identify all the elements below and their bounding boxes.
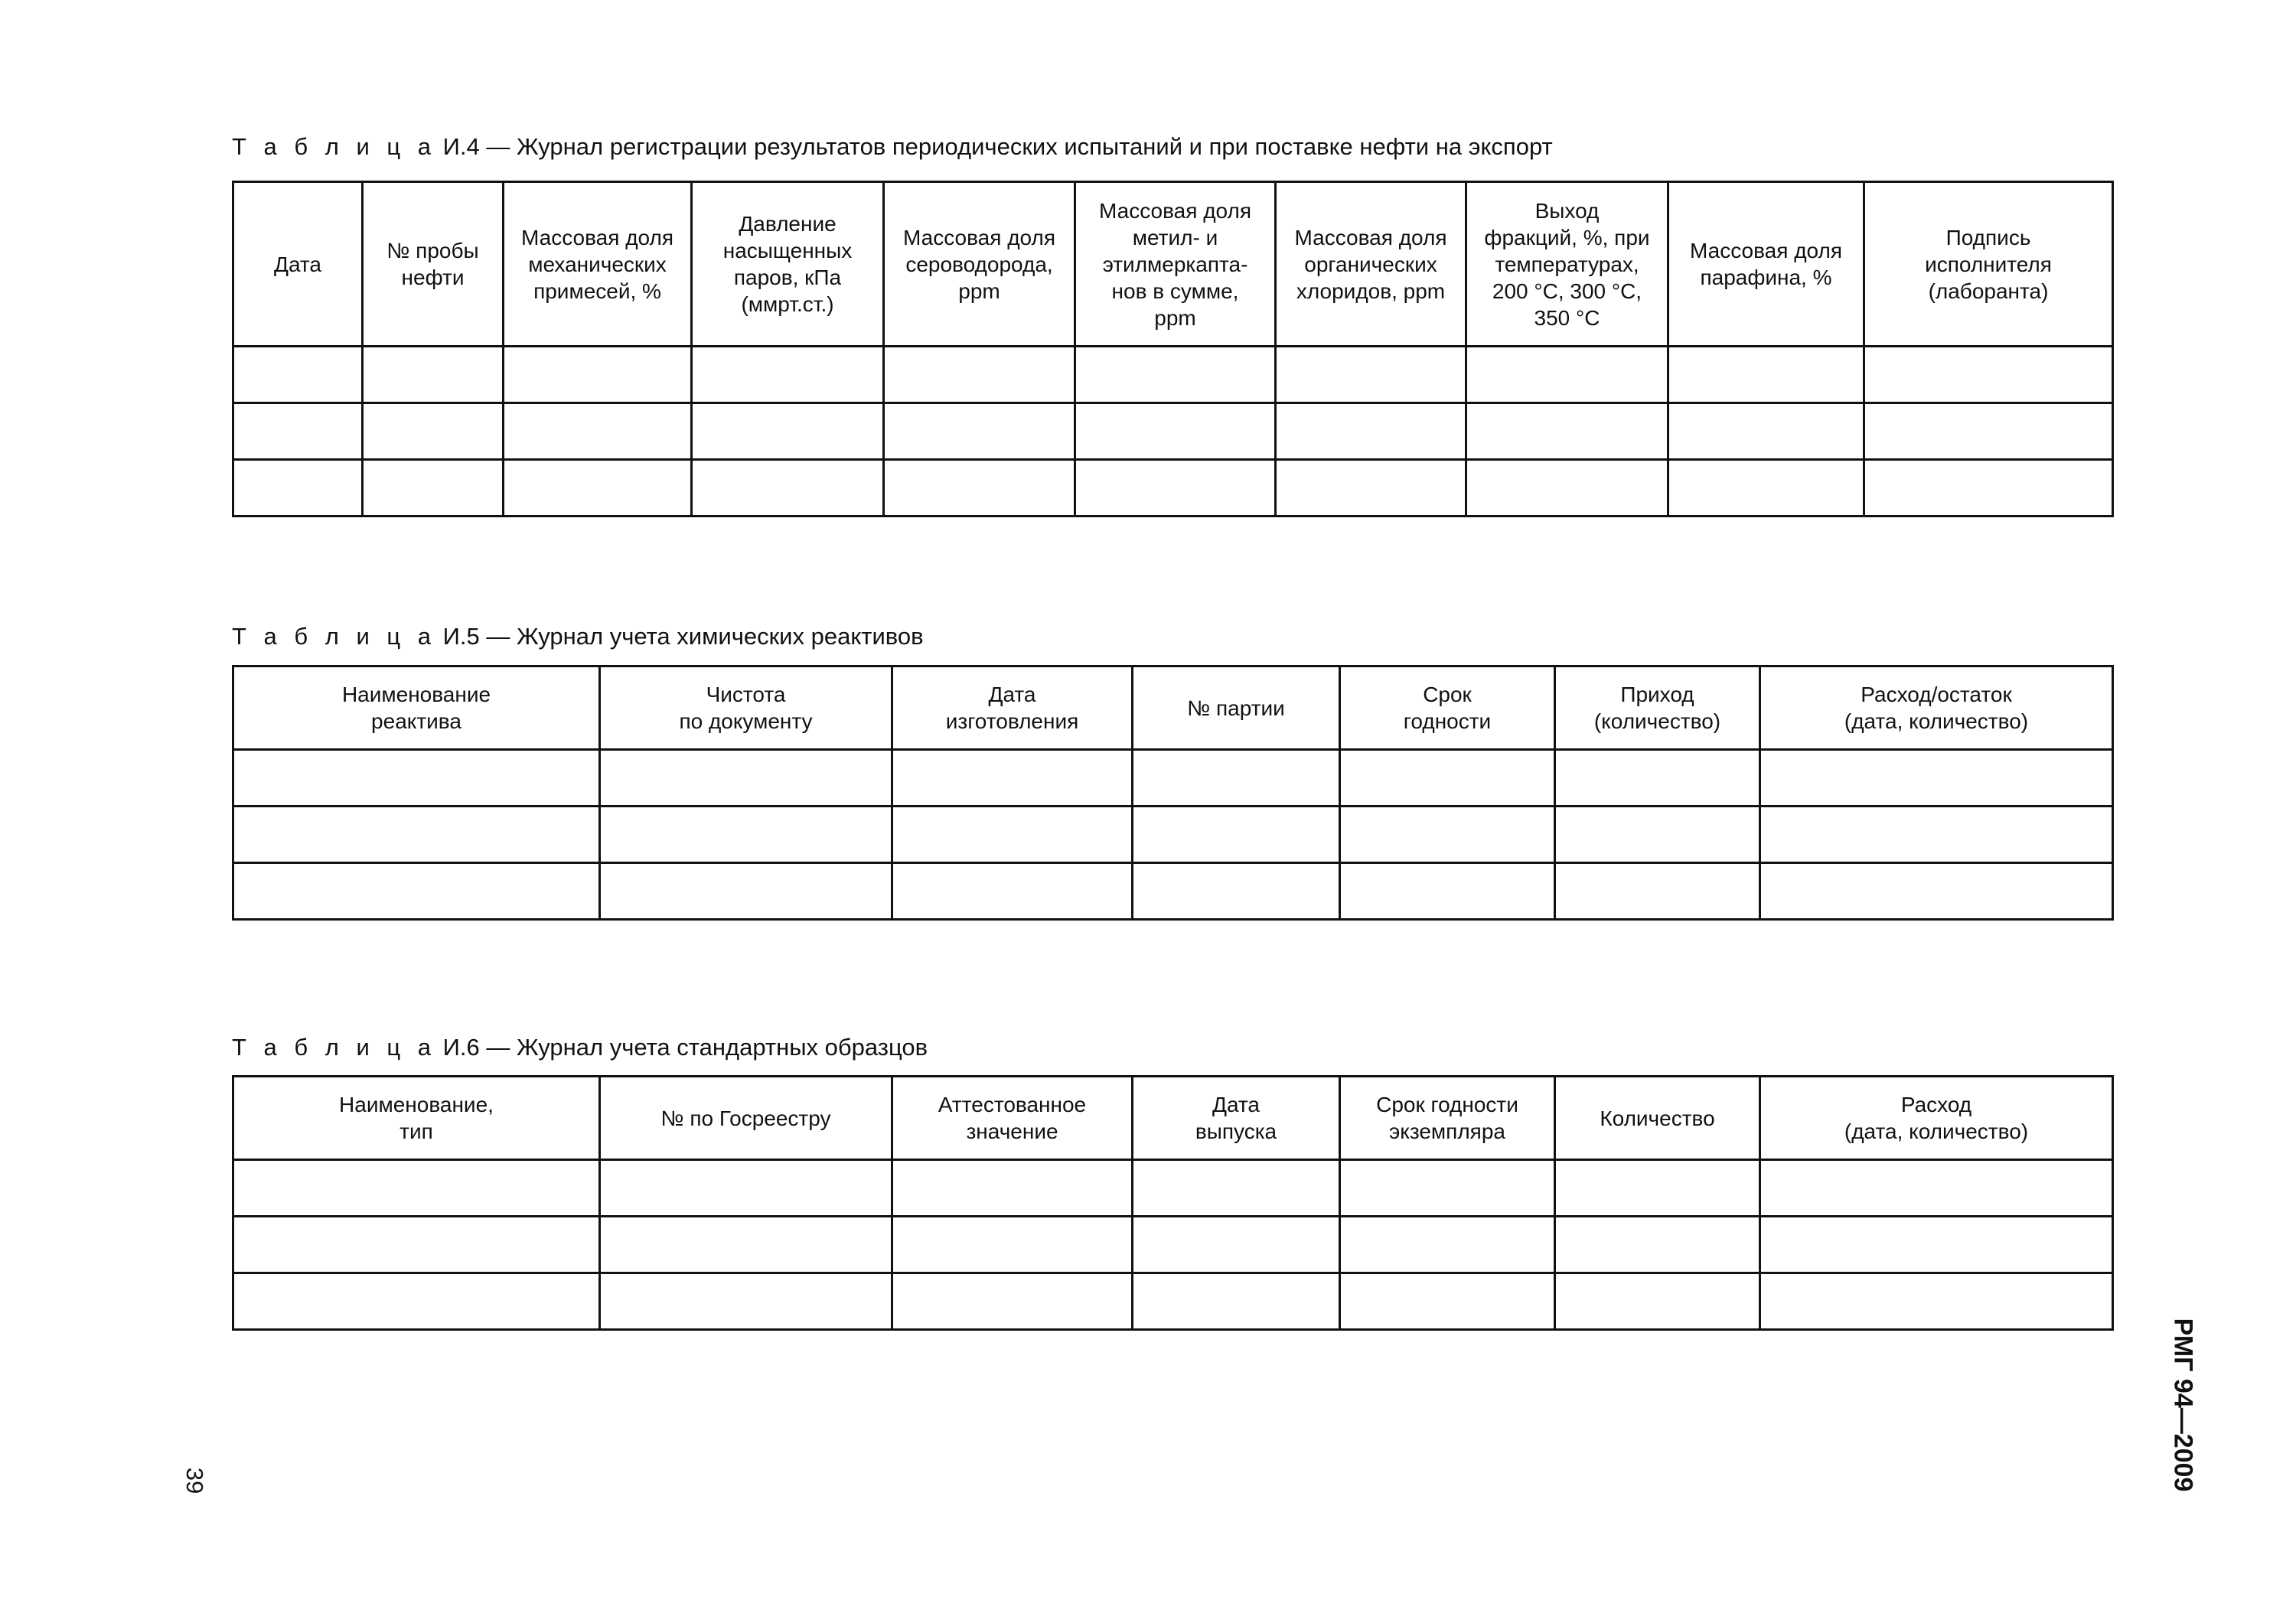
empty-cell (600, 807, 892, 863)
empty-cell (1133, 750, 1340, 807)
empty-cell (892, 863, 1133, 920)
table-4 (232, 181, 2114, 517)
empty-cell (1555, 750, 1760, 807)
column-header: Массовая доля сероводорода, ppm (884, 182, 1075, 347)
empty-cell (1555, 863, 1760, 920)
table-row (233, 807, 2113, 863)
table-4-caption-title: И.4 — Журнал регистрации результатов периодических испытаний и при поставке нефти на экспорт (436, 133, 1553, 160)
table-header-row (233, 666, 2113, 750)
empty-cell (363, 347, 504, 403)
table-row (233, 1160, 2113, 1217)
empty-cell (363, 460, 504, 517)
column-header: Дата изготовления (892, 666, 1133, 750)
empty-cell (1133, 1160, 1340, 1217)
table-5-caption (232, 624, 924, 648)
table-header-row (233, 1077, 2113, 1160)
empty-cell (233, 347, 363, 403)
column-header: Срок годности (1340, 666, 1555, 750)
table-row (233, 750, 2113, 807)
column-header: Выход фракций, %, при температурах, 200 °С, 300 °С, 350 °С (1466, 182, 1668, 347)
empty-cell (1276, 403, 1466, 460)
empty-cell (1864, 347, 2113, 403)
column-header: Количество (1555, 1077, 1760, 1160)
empty-cell (1276, 347, 1466, 403)
column-header: Расход (дата, количество) (1760, 1077, 2113, 1160)
column-header: Дата выпуска (1133, 1077, 1340, 1160)
empty-cell (233, 1217, 600, 1273)
empty-cell (692, 403, 884, 460)
empty-cell (1133, 1273, 1340, 1330)
empty-cell (1340, 807, 1555, 863)
table-5 (232, 665, 2114, 921)
table-4-caption (232, 135, 1553, 158)
column-header: Чистота по документу (600, 666, 892, 750)
empty-cell (1668, 460, 1864, 517)
column-header: Срок годности экземпляра (1340, 1077, 1555, 1160)
table-5-caption-label: Т а б л и ц а (232, 623, 437, 650)
empty-cell (692, 347, 884, 403)
table-header-row (233, 182, 2113, 347)
empty-cell (1864, 460, 2113, 517)
empty-cell (1340, 1217, 1555, 1273)
column-header: Подпись исполнителя (лаборанта) (1864, 182, 2113, 347)
empty-cell (1760, 1273, 2113, 1330)
column-header: Наименование реактива (233, 666, 600, 750)
column-header: Массовая доля механических примесей, % (504, 182, 692, 347)
empty-cell (504, 347, 692, 403)
empty-cell (1340, 1273, 1555, 1330)
empty-cell (233, 1160, 600, 1217)
empty-cell (363, 403, 504, 460)
empty-cell (1555, 807, 1760, 863)
column-header: № по Госреестру (600, 1077, 892, 1160)
empty-cell (1555, 1217, 1760, 1273)
empty-cell (1466, 347, 1668, 403)
table-6-caption-label: Т а б л и ц а (232, 1034, 437, 1061)
empty-cell (892, 1273, 1133, 1330)
table-row (233, 863, 2113, 920)
table-6 (232, 1075, 2114, 1331)
empty-cell (1276, 460, 1466, 517)
empty-cell (1340, 750, 1555, 807)
table-6-caption (232, 1035, 928, 1059)
table-row (233, 1273, 2113, 1330)
empty-cell (233, 750, 600, 807)
empty-cell (1466, 403, 1668, 460)
empty-cell (1555, 1273, 1760, 1330)
empty-cell (1466, 460, 1668, 517)
empty-cell (1555, 1160, 1760, 1217)
empty-cell (1760, 1217, 2113, 1273)
empty-cell (600, 750, 892, 807)
table-row (233, 1217, 2113, 1273)
empty-cell (1760, 1160, 2113, 1217)
empty-cell (233, 807, 600, 863)
empty-cell (1760, 807, 2113, 863)
empty-cell (1340, 1160, 1555, 1217)
column-header: Аттестованное значение (892, 1077, 1133, 1160)
table-row (233, 460, 2113, 517)
empty-cell (504, 460, 692, 517)
empty-cell (884, 403, 1075, 460)
table-5-caption-title: И.5 — Журнал учета химических реактивов (436, 623, 924, 650)
column-header: Массовая доля метил- и этилмеркапта- нов в сумме, ppm (1075, 182, 1276, 347)
empty-cell (233, 863, 600, 920)
empty-cell (892, 807, 1133, 863)
empty-cell (884, 460, 1075, 517)
empty-cell (892, 750, 1133, 807)
empty-cell (600, 1273, 892, 1330)
empty-cell (1760, 750, 2113, 807)
table-row (233, 347, 2113, 403)
column-header: Давление насыщенных паров, кПа (ммрт.ст.) (692, 182, 884, 347)
table-4-caption-label: Т а б л и ц а (232, 133, 437, 160)
column-header: № партии (1133, 666, 1340, 750)
empty-cell (884, 347, 1075, 403)
empty-cell (1075, 460, 1276, 517)
empty-cell (1864, 403, 2113, 460)
empty-cell (600, 1217, 892, 1273)
page-number: 39 (181, 1467, 208, 1494)
column-header: № пробы нефти (363, 182, 504, 347)
empty-cell (892, 1217, 1133, 1273)
empty-cell (1133, 807, 1340, 863)
empty-cell (233, 1273, 600, 1330)
column-header: Массовая доля органических хлоридов, ppm (1276, 182, 1466, 347)
empty-cell (600, 863, 892, 920)
column-header: Приход (количество) (1555, 666, 1760, 750)
column-header: Массовая доля парафина, % (1668, 182, 1864, 347)
empty-cell (1075, 347, 1276, 403)
empty-cell (1668, 403, 1864, 460)
column-header: Дата (233, 182, 363, 347)
document-code: РМГ 94—2009 (2168, 1318, 2198, 1492)
empty-cell (692, 460, 884, 517)
column-header: Наименование, тип (233, 1077, 600, 1160)
empty-cell (1340, 863, 1555, 920)
column-header: Расход/остаток (дата, количество) (1760, 666, 2113, 750)
empty-cell (233, 403, 363, 460)
empty-cell (1760, 863, 2113, 920)
empty-cell (504, 403, 692, 460)
empty-cell (1075, 403, 1276, 460)
table-row (233, 403, 2113, 460)
empty-cell (600, 1160, 892, 1217)
empty-cell (1133, 1217, 1340, 1273)
empty-cell (1668, 347, 1864, 403)
table-6-caption-title: И.6 — Журнал учета стандартных образцов (436, 1034, 928, 1061)
empty-cell (1133, 863, 1340, 920)
empty-cell (892, 1160, 1133, 1217)
empty-cell (233, 460, 363, 517)
